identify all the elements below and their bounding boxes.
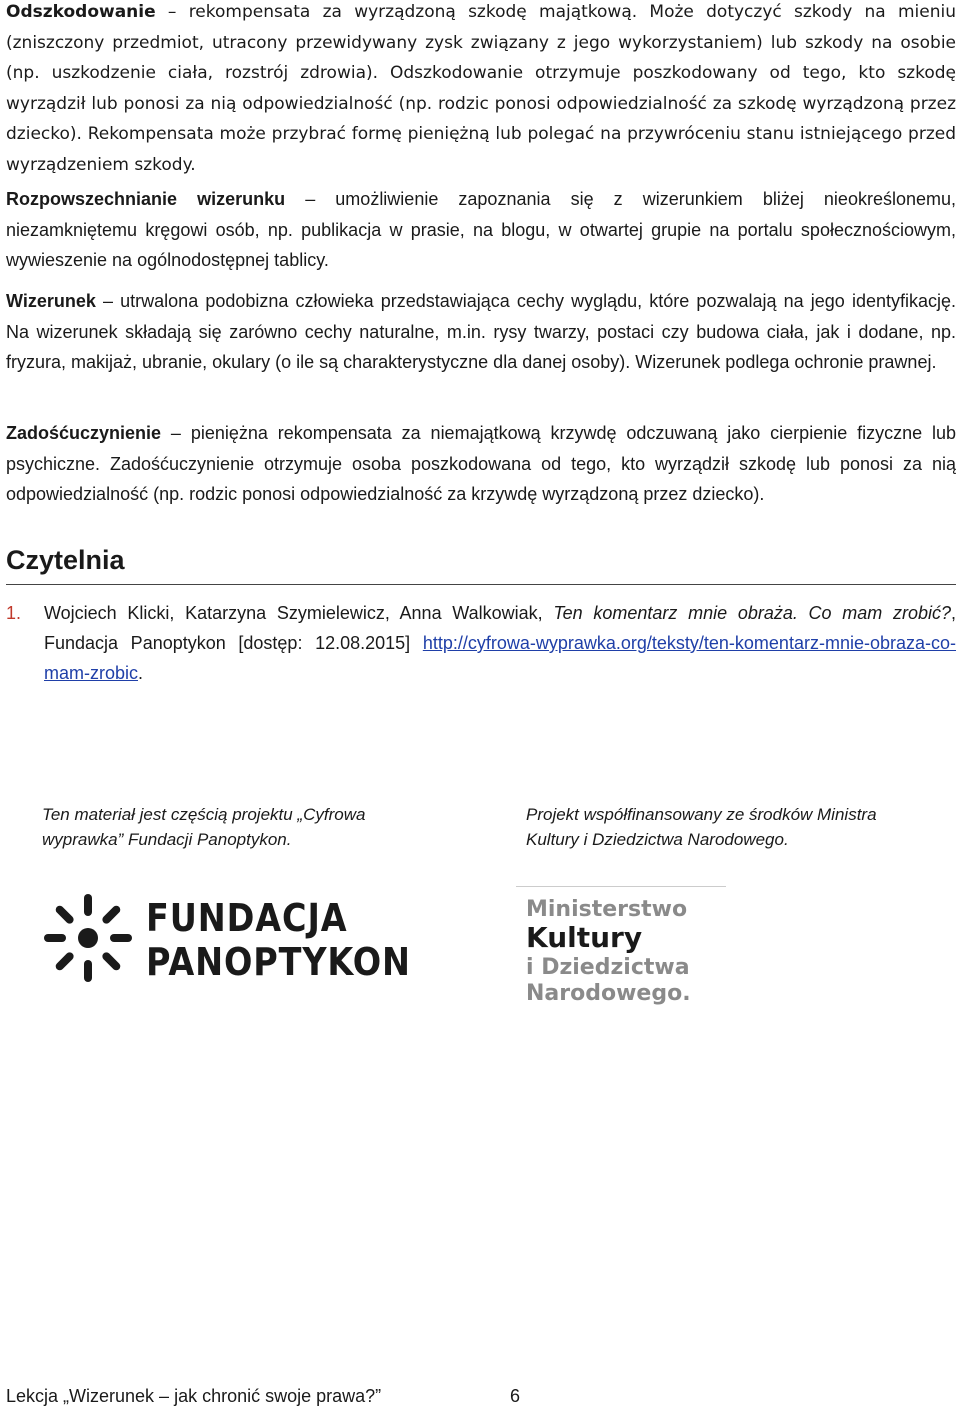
- definition-term: Rozpowszechnianie wizerunku: [6, 189, 286, 209]
- definition-dash: –: [95, 291, 121, 311]
- list-number: 1.: [6, 603, 22, 623]
- heading-text: Czytelnia: [6, 545, 125, 575]
- credit-project: Ten materiał jest częścią projektu „Cyfrowa wyprawka” Fundacji Panoptykon.: [42, 805, 366, 849]
- bibliography-item: [6, 598, 956, 688]
- bib-source: , Fundacja Panoptykon [dostęp: 12.08.2015]: [44, 603, 956, 653]
- definition-term: Odszkodowanie: [6, 2, 156, 22]
- ministry-logo: [516, 886, 726, 1011]
- definition-wizerunek: [6, 286, 956, 378]
- definition-term: Wizerunek: [6, 291, 96, 311]
- panoptykon-emblem-icon: [42, 892, 134, 984]
- logo-line: Kultury: [526, 921, 643, 954]
- definition-text: utrwalona podobizna człowieka przedstawiająca cechy wyglądu, które pozwalają na jego identyfikację. Na wizerunek składają się zarówno cechy naturalne, m.in. rysy twarzy, postaci czy budowa ciała, jak i dodane, np. fryzura, makijaż, ubranie, okulary (o ile są charakterystyczne dla danej osoby). Wizerunek podlega ochronie prawnej.: [6, 291, 957, 372]
- panoptykon-logo-text: [146, 896, 411, 984]
- definition-rozpowszechnianie: [6, 184, 956, 276]
- logo-line: Ministerstwo: [526, 897, 688, 922]
- definition-text: rekompensata za wyrządzoną szkodę majątkową. Może dotyczyć szkody na mieniu (zniszczony przedmiot, utracony przewidywany zysk związany z jego wykorzystaniem) lub szkody na osobie (np. uszkodzenie ciała, rozstrój zdrowia). Odszkodowanie otrzymuje poszkodowany od tego, kto szkodę wyrządził lub ponosi za nią odpowiedzialność (np. rodzic ponosi odpowiedzialność za szkodę wyrządzoną przez dziecko). Rekompensata może przybrać formę pieniężną lub polegać na przywróceniu stanu istniejącego przed wyrządzeniem szkody.: [6, 2, 956, 175]
- bibliography-entry: [44, 598, 956, 688]
- bib-authors: Wojciech Klicki, Katarzyna Szymielewicz, Anna Walkowiak,: [44, 603, 554, 623]
- definition-dash: –: [155, 2, 189, 22]
- bib-end: .: [138, 663, 144, 683]
- definition-zadoscuczynienie: [6, 418, 956, 510]
- definition-text: umożliwienie zapoznania się z wizerunkiem bliżej nieokreślonemu, niezamkniętemu kręgowi osób, np. publikacja w prasie, na blogu, w otwartej grupie na portalu społecznościowym, wywieszenie na ogólnodostępnej tablicy.: [6, 189, 956, 270]
- definition-text: pieniężna rekompensata za niemajątkową krzywdę odczuwaną jako cierpienie fizyczne lub psychiczne. Zadośćuczynienie otrzymuje osoba poszkodowana od tego, kto wyrządził szkodę lub ponosi za nią odpowiedzialność (np. rodzic ponosi odpowiedzialność za krzywdę wyrządzoną przez dziecko).: [6, 423, 956, 504]
- footer-lesson-title: Lekcja „Wizerunek – jak chronić swoje prawa?”: [6, 1386, 382, 1406]
- bib-link[interactable]: http://cyfrowa-wyprawka.org/teksty/ten-komentarz-mnie-obraza-co-mam-zrobic: [44, 633, 956, 683]
- panoptykon-logo: [42, 890, 411, 990]
- definition-odszkodowanie: [6, 0, 956, 180]
- definition-term: Zadośćuczynienie: [6, 423, 162, 443]
- section-heading-czytelnia: [6, 545, 956, 585]
- logo-line: PANOPTYKON: [146, 940, 411, 984]
- logo-line: Narodowego.: [526, 981, 691, 1006]
- credit-funding: Projekt współfinansowany ze środków Ministra Kultury i Dziedzictwa Narodowego.: [526, 805, 877, 849]
- logo-line: FUNDACJA: [146, 896, 348, 940]
- logo-line: i Dziedzictwa: [526, 955, 690, 980]
- definition-dash: –: [285, 189, 336, 209]
- bib-title: Ten komentarz mnie obraża. Co mam zrobić?: [553, 603, 951, 623]
- definition-dash: –: [161, 423, 191, 443]
- page-number: 6: [510, 1386, 521, 1406]
